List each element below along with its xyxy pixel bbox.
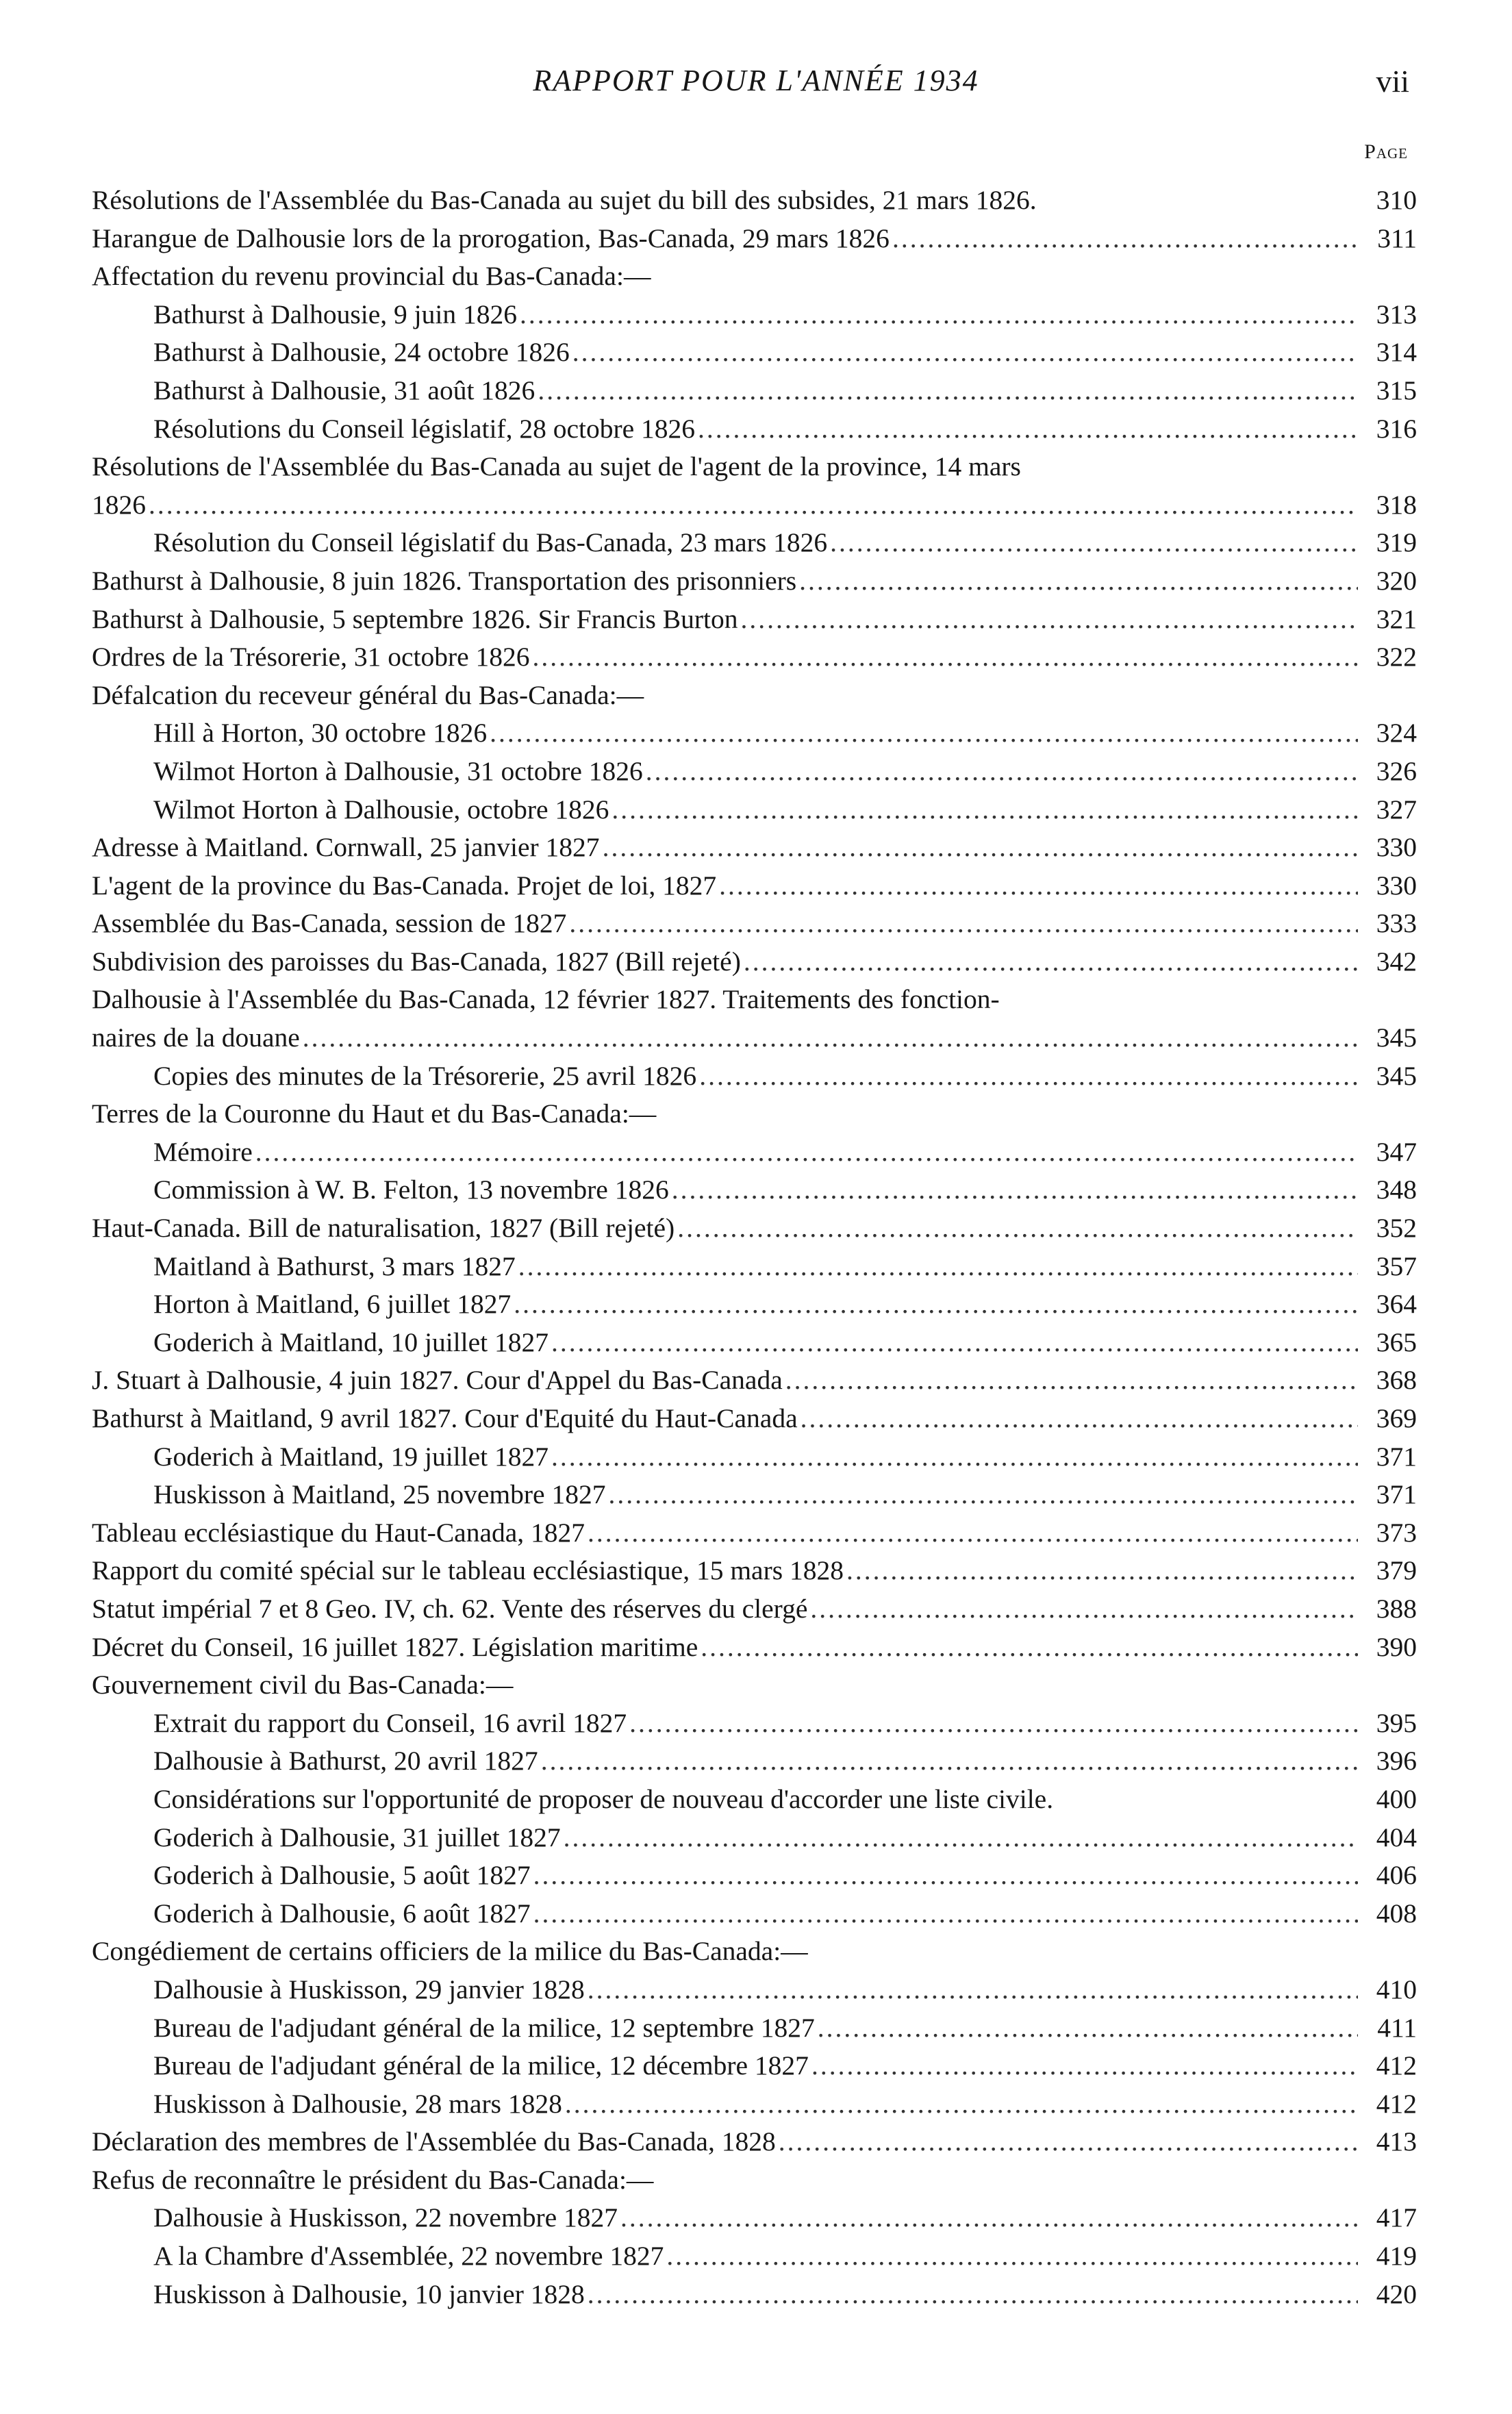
toc-entry-page: 320 [1376,565,1417,596]
toc-entry-page: 412 [1376,2050,1417,2081]
toc-entry [92,1057,1417,1096]
toc-entry [92,448,1417,524]
toc-entry [92,829,1417,867]
dot-leader [149,486,1358,525]
toc-entry-page: 348 [1376,1174,1417,1205]
toc-entry-title: Harangue de Dalhousie lors de la prorogation, Bas-Canada, 29 mars 1826 [92,223,890,253]
toc-entry-page: 364 [1376,1289,1417,1320]
dot-leader [646,753,1358,791]
toc-entry-page: 379 [1376,1555,1417,1586]
dot-leader [564,1819,1358,1857]
toc-entry-title: Assemblée du Bas-Canada, session de 1827 [92,908,567,939]
dot-leader [303,1019,1358,1057]
toc-entry-page: 330 [1376,832,1417,863]
dot-leader [810,1590,1358,1629]
dot-leader [677,1209,1358,1248]
dot-leader [608,1476,1358,1514]
toc-entry-page: 408 [1376,1898,1417,1928]
dot-leader [538,372,1358,410]
toc-entry-page: 310 [1376,185,1417,215]
toc-entry-title: Rapport du comité spécial sur le tableau ecclésiastique, 15 mars 1828 [92,1555,844,1586]
toc-entry [92,1552,1417,1590]
toc-entry-title: Goderich à Dalhousie, 5 août 1827 [153,1860,531,1891]
toc-entry-page: 396 [1376,1746,1417,1776]
toc-entry-page: 347 [1376,1136,1417,1167]
toc-entry [92,1895,1417,1933]
toc-entry-page: 315 [1376,375,1417,405]
toc-entry [92,1590,1417,1629]
toc-entry-page: 412 [1376,2088,1417,2119]
toc-entry [92,2276,1417,2314]
toc-entry-title: Affectation du revenu provincial du Bas-Canada:— [92,261,651,292]
toc-entry [92,1742,1417,1781]
toc-entry-page: 314 [1376,337,1417,368]
dot-leader [565,2085,1358,2124]
toc-entry [92,1857,1417,1895]
toc-entry-title: Huskisson à Dalhousie, 28 mars 1828 [153,2088,562,2119]
toc-entry-page: 313 [1376,299,1417,329]
toc-entry-title: Terres de la Couronne du Haut et du Bas-Canada:— [92,1098,657,1129]
page-column-heading: Page [1364,140,1408,163]
dot-leader [740,601,1358,639]
dot-leader [701,1629,1358,1667]
toc-entry-title: Tableau ecclésiastique du Haut-Canada, 1827 [92,1517,585,1548]
toc-entry-title: Bathurst à Dalhousie, 9 juin 1826 [153,299,517,329]
toc-entry-page: 316 [1376,413,1417,444]
toc-entry-page: 411 [1377,2012,1417,2043]
toc-entry-page: 352 [1376,1213,1417,1244]
toc-entry [92,1666,1417,1705]
toc-entry-title: Bathurst à Maitland, 9 avril 1827. Cour d'Equité du Haut-Canada [92,1403,798,1433]
toc-entry [92,2199,1417,2237]
toc-entry-page: 413 [1376,2126,1417,2157]
toc-entry-title: Considérations sur l'opportunité de proposer de nouveau d'accorder une liste civile. [153,1783,1054,1814]
toc-entry-title: L'agent de la province du Bas-Canada. Projet de loi, 1827 [92,870,717,901]
dot-leader [490,714,1358,753]
toc-entry [92,1209,1417,1248]
toc-entry-title: Décret du Conseil, 16 juillet 1827. Législation maritime [92,1631,698,1662]
dot-leader [533,1895,1358,1933]
dot-leader [666,2237,1358,2276]
toc-entry-title: Goderich à Dalhousie, 31 juillet 1827 [153,1822,561,1852]
dot-leader [533,638,1358,677]
toc-entry [92,753,1417,791]
toc-entry-page: 324 [1376,718,1417,749]
toc-entry-page: 333 [1376,908,1417,939]
toc-entry [92,981,1417,1057]
toc-entry-title: Maitland à Bathurst, 3 mars 1827 [153,1250,516,1281]
toc-entry [92,1933,1417,1971]
dot-leader [518,1248,1358,1286]
toc-entry-title: Goderich à Maitland, 10 juillet 1827 [153,1327,549,1357]
toc-entry-page: 395 [1376,1707,1417,1738]
dot-leader [846,1552,1358,1590]
toc-entry-title: 1826 [92,489,146,520]
toc-entry [92,1248,1417,1286]
toc-entry-title: Commission à W. B. Felton, 13 novembre 1826 [153,1174,669,1205]
toc-entry-title: Refus de reconnaître le président du Bas-Canada:— [92,2164,654,2195]
toc-entry-page: 318 [1376,489,1417,520]
toc-entry-title: Bureau de l'adjudant général de la milice, 12 septembre 1827 [153,2012,815,2043]
toc-entry [92,1476,1417,1514]
toc-entry-page: 390 [1376,1631,1417,1662]
toc-entry-page: 369 [1376,1403,1417,1433]
dot-leader [818,2009,1358,2048]
toc-entry [92,1285,1417,1324]
toc-entry-title: Wilmot Horton à Dalhousie, octobre 1826 [153,794,609,825]
toc-entry-title: Extrait du rapport du Conseil, 16 avril 1827 [153,1707,627,1738]
toc-entry-title: Hill à Horton, 30 octobre 1826 [153,718,488,749]
dot-leader [744,943,1358,981]
toc-entry-title: Bathurst à Dalhousie, 24 octobre 1826 [153,337,570,368]
dot-leader [612,791,1358,829]
toc-entry-title: Gouvernement civil du Bas-Canada:— [92,1670,514,1700]
running-title: RAPPORT POUR L'ANNÉE 1934 [533,64,979,97]
toc-entry-page: 371 [1376,1441,1417,1472]
toc-entry [92,791,1417,829]
toc-entry [92,1438,1417,1476]
toc-entry-title: Statut impérial 7 et 8 Geo. IV, ch. 62. Vente des réserves du clergé [92,1593,808,1624]
dot-leader [533,1857,1358,1895]
toc-entry-page: 327 [1376,794,1417,825]
dot-leader [698,410,1358,449]
toc-entry-page: 326 [1376,755,1417,786]
toc-entry [92,677,1417,715]
toc-entry [92,2161,1417,2200]
toc-entry-title: Défalcation du receveur général du Bas-Canada:— [92,679,644,710]
toc-entry-title: Goderich à Maitland, 19 juillet 1827 [153,1441,549,1472]
toc-entry [92,1171,1417,1209]
toc-entry-title: Bathurst à Dalhousie, 8 juin 1826. Transportation des prisonniers [92,565,797,596]
toc-entry-page: 319 [1376,527,1417,558]
toc-entry [92,1629,1417,1667]
toc-entry [92,2085,1417,2124]
toc-entry [92,867,1417,905]
toc-entry-title: Goderich à Dalhousie, 6 août 1827 [153,1898,531,1928]
toc-entry [92,334,1417,372]
toc-entry [92,1781,1417,1819]
toc-entry-title: Bathurst à Dalhousie, 31 août 1826 [153,375,536,405]
toc-entry-page: 400 [1376,1783,1417,1814]
toc-entry-page: 406 [1376,1860,1417,1891]
toc-entry-title: Résolutions de l'Assemblée du Bas-Canada au sujet de l'agent de la province, 14 mars [92,451,1021,482]
dot-leader [520,296,1358,334]
dot-leader [811,2047,1358,2085]
toc-entry-title: J. Stuart à Dalhousie, 4 juin 1827. Cour d'Appel du Bas-Canada [92,1365,783,1396]
dot-leader [255,1133,1358,1172]
toc-entry [92,410,1417,449]
toc-entry-title: Résolutions de l'Assemblée du Bas-Canada au sujet du bill des subsides, 21 mars 1826. [92,185,1037,215]
dot-leader [603,829,1358,867]
toc-entry-title: Résolution du Conseil législatif du Bas-Canada, 23 mars 1826 [153,527,828,558]
dot-leader [799,562,1358,601]
toc-entry-title: Haut-Canada. Bill de naturalisation, 1827 (Bill rejeté) [92,1213,675,1244]
toc-entry-title: Dalhousie à l'Assemblée du Bas-Canada, 12 février 1827. Traitements des fonction- [92,984,1000,1015]
toc-entry-page: 345 [1376,1022,1417,1053]
dot-leader [541,1742,1358,1781]
toc-entry [92,2009,1417,2048]
toc-entry [92,562,1417,601]
toc-entry [92,257,1417,296]
dot-leader [588,1971,1358,2009]
toc-entry-title: Huskisson à Maitland, 25 novembre 1827 [153,1479,606,1510]
toc-entry [92,1819,1417,1857]
dot-leader [719,867,1358,905]
dot-leader [588,2276,1358,2314]
dot-leader [801,1400,1358,1438]
dot-leader [572,334,1358,372]
toc-entry [92,943,1417,981]
dot-leader [672,1171,1358,1209]
toc-entry-page: 322 [1376,642,1417,672]
toc-entry-page: 365 [1376,1327,1417,1357]
toc-entry-page: 410 [1376,1974,1417,2004]
toc-entry-page: 404 [1376,1822,1417,1852]
toc-entry [92,524,1417,562]
toc-entry-title: Résolutions du Conseil législatif, 28 octobre 1826 [153,413,696,444]
dot-leader [779,2123,1358,2161]
table-of-contents [92,181,1417,2313]
toc-entry-title: naires de la douane [92,1022,300,1053]
toc-entry-title: Dalhousie à Bathurst, 20 avril 1827 [153,1746,538,1776]
toc-entry [92,1514,1417,1552]
toc-entry [92,2047,1417,2085]
dot-leader [892,220,1358,258]
toc-entry [92,2123,1417,2161]
toc-entry-title: Dalhousie à Huskisson, 22 novembre 1827 [153,2202,618,2233]
toc-entry-page: 330 [1376,870,1417,901]
toc-entry [92,1400,1417,1438]
toc-entry [92,714,1417,753]
toc-entry-title: Dalhousie à Huskisson, 29 janvier 1828 [153,1974,585,2004]
toc-entry [92,1133,1417,1172]
toc-entry-page: 371 [1376,1479,1417,1510]
toc-entry-title: Wilmot Horton à Dalhousie, 31 octobre 1826 [153,755,643,786]
toc-entry-title: Huskisson à Dalhousie, 10 janvier 1828 [153,2278,585,2309]
running-head [0,63,1512,111]
toc-entry-page: 388 [1376,1593,1417,1624]
toc-entry [92,1324,1417,1362]
toc-entry-title: A la Chambre d'Assemblée, 22 novembre 1827 [153,2241,664,2272]
dot-leader [569,905,1358,943]
dot-leader [514,1285,1358,1324]
toc-entry [92,1971,1417,2009]
toc-entry-title: Bathurst à Dalhousie, 5 septembre 1826. Sir Francis Burton [92,603,738,634]
toc-entry-page: 420 [1376,2278,1417,2309]
toc-entry-title: Adresse à Maitland. Cornwall, 25 janvier 1827 [92,832,600,863]
toc-entry-page: 373 [1376,1517,1417,1548]
toc-entry-page: 311 [1377,223,1417,253]
toc-entry-title: Ordres de la Trésorerie, 31 octobre 1826 [92,642,530,672]
toc-entry-title: Copies des minutes de la Trésorerie, 25 avril 1826 [153,1060,697,1091]
toc-entry [92,372,1417,410]
toc-entry [92,2237,1417,2276]
dot-leader [699,1057,1358,1096]
toc-entry-title: Subdivision des paroisses du Bas-Canada, 1827 (Bill rejeté) [92,946,741,977]
page-folio: vii [1376,64,1409,99]
toc-entry-page: 342 [1376,946,1417,977]
toc-entry-title: Congédiement de certains officiers de la milice du Bas-Canada:— [92,1936,808,1967]
toc-entry-page: 345 [1376,1060,1417,1091]
dot-leader [629,1705,1358,1743]
dot-leader [588,1514,1358,1552]
toc-entry [92,1361,1417,1400]
toc-entry [92,905,1417,943]
dot-leader [785,1361,1358,1400]
toc-entry-title: Horton à Maitland, 6 juillet 1827 [153,1289,512,1320]
toc-entry-page: 321 [1376,603,1417,634]
toc-entry [92,638,1417,677]
toc-entry-page: 419 [1376,2241,1417,2272]
dot-leader [830,524,1358,562]
toc-entry [92,601,1417,639]
toc-entry-title: Mémoire [153,1136,253,1167]
toc-entry [92,296,1417,334]
toc-entry [92,1095,1417,1133]
toc-entry-page: 357 [1376,1250,1417,1281]
toc-entry [92,220,1417,258]
toc-entry [92,181,1417,220]
toc-entry [92,1705,1417,1743]
toc-entry-title: Déclaration des membres de l'Assemblée du Bas-Canada, 1828 [92,2126,776,2157]
toc-entry-title: Bureau de l'adjudant général de la milice, 12 décembre 1827 [153,2050,809,2081]
dot-leader [620,2199,1358,2237]
dot-leader [551,1438,1358,1476]
toc-entry-page: 417 [1376,2202,1417,2233]
dot-leader [551,1324,1358,1362]
toc-entry-page: 368 [1376,1365,1417,1396]
